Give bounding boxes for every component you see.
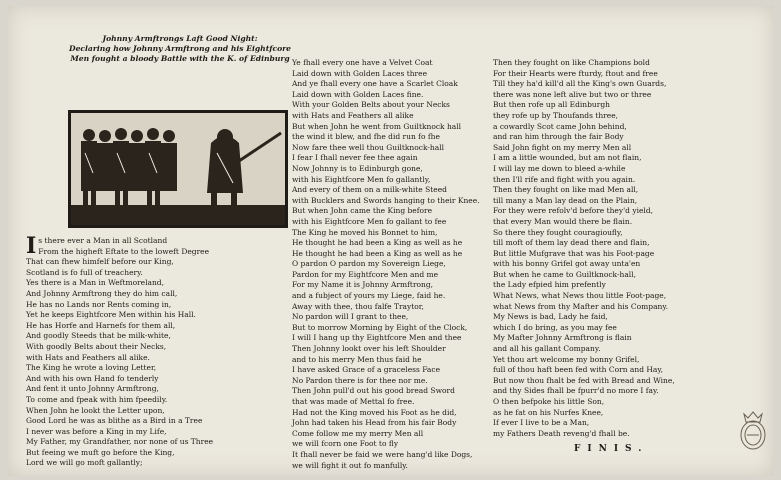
verse-line: With your Golden Belts about your Necks: [292, 100, 450, 110]
verse-line: From the higheft Eftate to the loweft Degree: [38, 246, 210, 256]
verse-line: Come follow me my merry Men all: [292, 428, 424, 438]
ballad-column-3: [493, 58, 748, 439]
verse-line: the wind it blew, and fhe did run fo fhe: [292, 132, 440, 142]
verse-line: I never was before a King in my Life,: [26, 426, 167, 436]
verse-line: we will fcorn one Foot to fly: [292, 439, 399, 449]
verse-line: No Pardon there is for thee nor me.: [292, 375, 428, 385]
verse-line: What News, what News thou little Foot-page,: [493, 291, 667, 301]
verse-line: the Lady efpied him prefently: [493, 280, 606, 290]
verse-line: For my Name it is Johnny Armftrong,: [292, 280, 434, 290]
verse-line: Yes there is a Man in Weftmoreland,: [26, 278, 164, 288]
verse-line: But feeing we muft go before the King,: [26, 447, 175, 457]
verse-line: I have asked Grace of a graceless Face: [292, 365, 441, 375]
verse-line: Pardon for my Eightfcore Men and me: [292, 269, 439, 279]
verse-line: Laid down with Golden Laces three: [292, 68, 428, 78]
verse-line: That can fhew himfelf before our King,: [26, 257, 174, 267]
verse-line: and ran him through the fair Body: [493, 132, 624, 142]
title-line: Men fought a bloody Battle with the K. of Edinburg: [70, 54, 290, 63]
verse-line: with his Eightfcore Men fo gallantly,: [292, 174, 431, 184]
verse-line: we will fight it out fo manfully.: [292, 460, 408, 470]
verse-line: Lord we will go moft gallantly;: [26, 458, 143, 468]
title-line: Johnny Armftrongs Laft Good Night:: [102, 34, 258, 43]
verse-line: which I do bring, as you may fee: [493, 322, 617, 332]
verse-line: But when John came the King before: [292, 206, 433, 216]
verse-line: And Johnny Armftrong they do him call,: [26, 288, 178, 298]
verse-line: Yet thou art welcome my bonny Grifel,: [493, 354, 640, 364]
verse-line: they rofe up by Thoufands three,: [493, 110, 619, 120]
verse-line: Now fare thee well thou Guiltknock-hall: [292, 142, 445, 152]
verse-line: He has Horfe and Harnefs for them all,: [26, 320, 176, 330]
verse-line: Yet he keeps Eightfcore Men within his Hall.: [26, 310, 196, 320]
ballad-column-2: [292, 58, 502, 471]
verse-text: s there ever a Man in all Scotland: [38, 236, 168, 245]
verse-line: He has no Lands nor Rents coming in,: [26, 299, 172, 309]
verse-line: And fent it unto Johnny Armftrong,: [26, 384, 159, 394]
verse-line: The King he moved his Bonnet to him,: [292, 227, 438, 237]
verse-line: what News from thy Mafter and his Company.: [493, 301, 669, 311]
drop-cap: I: [26, 233, 37, 259]
verse-line: Ye fhall every one have a Velvet Coat: [292, 58, 433, 67]
verse-line: But when John he went from Guiltknock hall: [292, 121, 462, 131]
verse-line: No pardon will I grant to thee,: [292, 312, 409, 322]
verse-line: When John he lookt the Letter upon,: [26, 405, 165, 415]
verse-line: full of thou haft been fed with Corn and Hay,: [493, 365, 664, 375]
verse-line: O then befpoke his little Son,: [493, 397, 605, 406]
verse-line: And ye fhall every one have a Scarlet Cloak: [292, 79, 458, 89]
verse-line: My News is bad, Lady he faid,: [493, 312, 608, 322]
verse-line: But to morrow Morning by Eight of the Clock,: [292, 322, 468, 332]
verse-line: I will lay me down to bleed a-while: [493, 163, 626, 173]
verse-line: with Bucklers and Swords hanging to their Knee.: [292, 195, 480, 205]
verse-line: that was made of Mettal fo free.: [292, 397, 415, 406]
verse-line: Laid down with Golden Laces fine.: [292, 89, 424, 99]
verse-line: He thought he had been a King as well as he: [292, 248, 463, 258]
verse-line: a cowardly Scot came John behind,: [493, 121, 627, 131]
verse-line: there was none left alive but two or three: [493, 89, 652, 99]
verse-line: For their Hearts were fturdy, ftout and free: [493, 68, 658, 78]
verse-line: Then Johnny lookt over his left Shoulder: [292, 344, 446, 354]
ballad-column-1: [26, 58, 288, 469]
verse-line: John had taken his Head from his fair Body: [292, 418, 457, 428]
verse-line: Good Lord he was as blithe as a Bird in a Tree: [26, 416, 203, 426]
verse-line: To come and fpeak with him fpeedily.: [26, 394, 168, 404]
verse-line: Then John pull'd out his good bread Sword: [292, 386, 455, 396]
verse-line: I fear I fhall never fee thee again: [292, 153, 418, 163]
verse-line: that every Man would there be flain.: [493, 216, 633, 226]
verse-line: And goodly Steeds that be milk-white,: [26, 331, 171, 341]
verse-line: But then rofe up all Edinburgh: [493, 100, 610, 110]
broadside-sheet: [8, 6, 773, 476]
verse-line: with Hats and Feathers all alike: [292, 110, 414, 120]
verse-line: as he fat on his Nurfes Knee,: [493, 407, 604, 417]
verse-line: My Mafter Johnny Armftrong is flain: [493, 333, 632, 343]
verse-line: then I'll rife and fight with you again.: [493, 174, 636, 184]
verse-line: With goodly Belts about their Necks,: [26, 341, 167, 351]
finis-label: FINIS.: [574, 444, 649, 454]
verse-line: till moft of them lay dead there and flain,: [493, 238, 650, 248]
verse-line: For they were refolv'd before they'd yield,: [493, 206, 654, 216]
verse-line: Had not the King moved his Foot as he did,: [292, 407, 457, 417]
verse-line: He thought he had been a King as well as he: [292, 238, 463, 248]
verse-line: and a fubject of yours my Liege, faid he.: [292, 291, 446, 301]
title-line: Declaring how Johnny Armftrong and his Eightfcore: [68, 44, 291, 53]
verse-line: But little Mufgrave that was his Foot-page: [493, 248, 655, 258]
verse-line: Then they fought on like Champions bold: [493, 58, 650, 67]
verse-line: If ever I live to be a Man,: [493, 418, 590, 428]
verse-line: Now Johnny is to Edinburgh gone,: [292, 163, 423, 173]
title-and-illustration-space: [26, 58, 288, 236]
verse-line: I will I hang up thy Eightfcore Men and thee: [292, 333, 462, 343]
verse-line: But when he came to Guiltknock-hall,: [493, 269, 636, 279]
verse-line: But now thou fhalt be fed with Bread and Wine,: [493, 375, 675, 385]
verse-line: And with his own Hand fo tenderly: [26, 373, 159, 383]
verse-line: and all his gallant Company.: [493, 344, 601, 354]
verse-line: O pardon O pardon my Sovereign Liege,: [292, 259, 446, 269]
verse-line: with his Eightfcore Men fo gallant to fee: [292, 216, 447, 226]
verse-line: It fhall never be faid we were hang'd like Dogs,: [292, 449, 473, 459]
verse-line: And every of them on a milk-white Steed: [292, 185, 447, 195]
verse-line: with his bonny Grifel got away unta'en: [493, 259, 641, 269]
verse-line: Said John fight on my merry Men all: [493, 142, 632, 152]
verse-line: So there they fought couragioufly,: [493, 227, 623, 237]
verse-line: with Hats and Feathers all alike.: [26, 352, 150, 362]
verse-line: My Father, my Grandfather, nor none of us Three: [26, 437, 214, 447]
verse-line: and to his merry Men thus faid he: [292, 354, 422, 364]
verse-line: The King he wrote a loving Letter,: [26, 363, 157, 373]
verse-line: my Fathers Death reveng'd fhall be.: [493, 428, 630, 438]
verse-line: Scotland is fo full of treachery.: [26, 267, 143, 277]
verse-line: I am a little wounded, but am not flain,: [493, 153, 642, 163]
verse-line: till many a Man lay dead on the Plain,: [493, 195, 638, 205]
verse-line: Then they fought on like mad Men all,: [493, 185, 639, 195]
verse-line: Till they ha'd kill'd all the King's own Guards,: [493, 79, 667, 89]
verse-line: and thy Sides fhall be fpurr'd no more I fay.: [493, 386, 659, 396]
crest-stamp: [738, 408, 768, 452]
crest-icon: [738, 408, 768, 452]
verse-line: Away with thee, thou falfe Traytor,: [292, 301, 424, 311]
